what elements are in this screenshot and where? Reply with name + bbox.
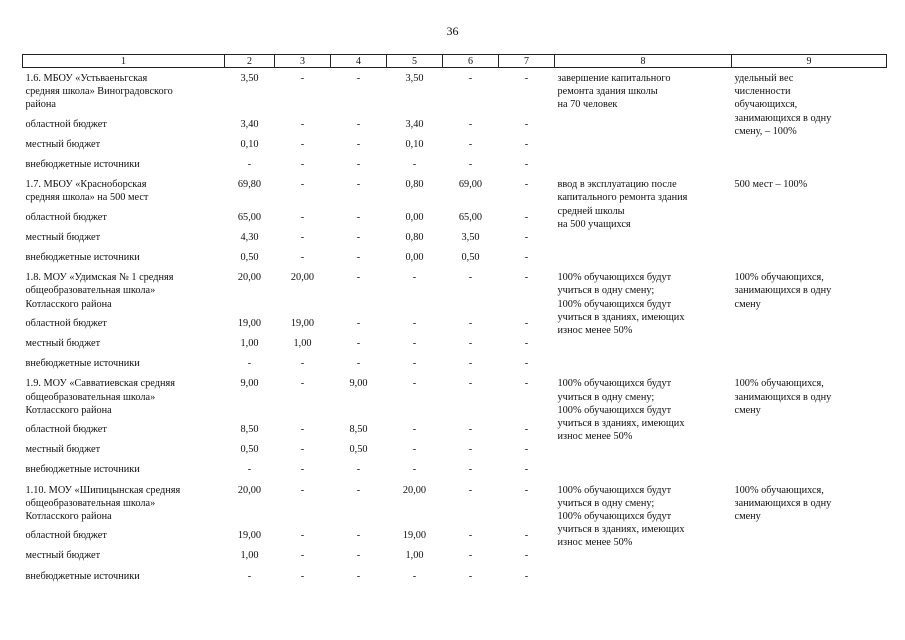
funding-value: - (356, 464, 361, 476)
funding-value: - (468, 317, 473, 329)
funding-value: - (468, 159, 473, 171)
item-title (23, 72, 225, 118)
funding-value: - (412, 464, 417, 476)
column-header: 3 (275, 55, 331, 68)
item-result-line: 100% обучающихся будут (557, 484, 672, 496)
funding-value: - (524, 464, 529, 476)
item-total-value: - (356, 73, 361, 84)
item-title (23, 377, 225, 423)
item-total-value: 69,00 (458, 179, 483, 191)
funding-value: - (300, 358, 305, 370)
item-title (23, 178, 225, 210)
item-title-line: района (25, 99, 56, 111)
column-header: 6 (443, 55, 499, 68)
column-header: 2 (225, 55, 275, 68)
funding-value: - (356, 550, 361, 562)
funding-value: 65,00 (237, 211, 262, 223)
funding-value: - (412, 317, 417, 329)
funding-value: - (356, 570, 361, 582)
funding-value: - (247, 464, 252, 476)
funding-value: - (524, 550, 529, 562)
item-result (555, 178, 732, 271)
item-total-value: 0,80 (405, 179, 424, 191)
item-title-line: Котласского района (25, 404, 112, 416)
funding-value: - (524, 231, 529, 243)
column-header: 1 (23, 55, 225, 68)
funding-value: - (524, 358, 529, 370)
funding-value: - (524, 317, 529, 329)
funding-value: - (468, 138, 473, 150)
item-title-line: 1.10. МОУ «Шипицынская средняя (25, 484, 181, 496)
item-result-line: 100% обучающихся будут (557, 298, 672, 310)
funding-value: - (356, 159, 361, 171)
item-total-value: 20,00 (402, 484, 427, 496)
funding-source-label: местный бюджет (25, 550, 101, 562)
item-total-value: - (468, 484, 473, 496)
item-title (23, 484, 225, 530)
funding-value: - (300, 231, 305, 243)
item-indicator (732, 72, 887, 178)
funding-value: 8,50 (349, 424, 368, 436)
program-table (22, 54, 887, 590)
table-row (23, 484, 887, 530)
funding-value: - (524, 252, 529, 264)
funding-value: - (524, 444, 529, 456)
item-total-value: 9,00 (240, 378, 259, 390)
funding-value: - (300, 464, 305, 476)
item-indicator-line: занимающихся в одну (734, 391, 832, 403)
item-total-value: - (412, 378, 417, 390)
item-result-line: учиться в зданиях, имеющих (557, 311, 685, 323)
item-indicator (732, 377, 887, 483)
funding-value: - (356, 211, 361, 223)
item-total-value: 69,80 (237, 179, 262, 191)
table-row (23, 178, 887, 210)
funding-value: - (524, 570, 529, 582)
item-indicator-line: 100% обучающихся, (734, 484, 824, 496)
funding-value: 19,00 (237, 530, 262, 542)
funding-source-label: областной бюджет (25, 211, 107, 223)
funding-value: 1,00 (293, 338, 312, 350)
item-indicator-line: занимающихся в одну (734, 285, 832, 297)
funding-value: - (356, 138, 361, 150)
funding-source-label: внебюджетные источники (25, 570, 140, 582)
funding-source-label: местный бюджет (25, 138, 101, 150)
item-result-line: учиться в одну смену; (557, 497, 655, 509)
column-header: 4 (331, 55, 387, 68)
funding-value: - (247, 570, 252, 582)
funding-source-label: внебюджетные источники (25, 159, 140, 171)
item-result-line: учиться в зданиях, имеющих (557, 524, 685, 536)
item-indicator-line: удельный вес (734, 73, 794, 84)
funding-value: 8,50 (240, 424, 259, 436)
item-indicator-line: смену (734, 298, 761, 310)
item-title-line: Котласского района (25, 298, 112, 310)
funding-value: - (412, 424, 417, 436)
item-indicator-line: обучающихся, (734, 99, 798, 111)
funding-source-label: областной бюджет (25, 118, 107, 130)
item-title-line: общеобразовательная школа» (25, 391, 156, 403)
funding-value: - (468, 444, 473, 456)
funding-source-label: внебюджетные источники (25, 464, 140, 476)
funding-value: - (300, 252, 305, 264)
item-title-line: средняя школа» Виноградовского (25, 86, 173, 98)
funding-value: 1,00 (240, 550, 259, 562)
funding-source-label: областной бюджет (25, 530, 107, 542)
table-row (23, 72, 887, 118)
funding-value: - (524, 338, 529, 350)
funding-value: - (356, 118, 361, 130)
item-title-line: 1.9. МОУ «Савватиевская средняя (25, 378, 175, 390)
funding-value: - (356, 530, 361, 542)
funding-value: - (524, 118, 529, 130)
funding-source-label: местный бюджет (25, 231, 101, 243)
item-result (555, 484, 732, 590)
funding-source-label: внебюджетные источники (25, 252, 140, 264)
item-total-value: - (524, 378, 529, 390)
item-total-value: 20,00 (237, 272, 262, 284)
item-result-line: 100% обучающихся будут (557, 272, 672, 284)
item-indicator-line: занимающихся в одну (734, 112, 832, 124)
item-total-value: - (300, 73, 305, 84)
item-title-line: 1.8. МОУ «Удимская № 1 средняя (25, 272, 174, 284)
funding-value: - (412, 338, 417, 350)
item-indicator-line: занимающихся в одну (734, 497, 832, 509)
funding-value: 65,00 (458, 211, 483, 223)
item-total-value: - (524, 179, 529, 191)
funding-value: - (300, 444, 305, 456)
funding-value: 0,00 (405, 211, 424, 223)
column-header: 7 (499, 55, 555, 68)
item-total-value: - (300, 378, 305, 390)
column-header-row (23, 55, 887, 68)
funding-value: - (524, 211, 529, 223)
funding-value: - (468, 424, 473, 436)
funding-value: - (524, 424, 529, 436)
item-result-line: 100% обучающихся будут (557, 511, 672, 523)
funding-value: - (300, 159, 305, 171)
item-indicator (732, 271, 887, 377)
item-total-value: - (468, 73, 473, 84)
item-total-value: - (356, 272, 361, 284)
funding-value: - (524, 159, 529, 171)
funding-value: - (356, 358, 361, 370)
funding-source-label: местный бюджет (25, 338, 101, 350)
item-total-value: - (468, 378, 473, 390)
funding-value: - (356, 317, 361, 329)
item-indicator-line: 100% обучающихся, (734, 378, 824, 390)
funding-value: 4,30 (240, 231, 259, 243)
item-indicator (732, 178, 887, 271)
item-result (555, 377, 732, 483)
funding-value: - (412, 358, 417, 370)
funding-value: - (247, 358, 252, 370)
item-result-line: ремонта здания школы (557, 86, 658, 98)
item-total-value: - (524, 484, 529, 496)
item-total-value: - (356, 179, 361, 191)
item-title-line: Котласского района (25, 511, 112, 523)
funding-value: 1,00 (240, 338, 259, 350)
funding-value: - (412, 159, 417, 171)
item-title-line: средняя школа» на 500 мест (25, 192, 149, 204)
funding-value: - (468, 358, 473, 370)
funding-value: - (524, 530, 529, 542)
funding-value: 19,00 (237, 317, 262, 329)
item-total-value: - (412, 272, 417, 284)
item-total-value: - (356, 484, 361, 496)
column-header: 9 (732, 55, 887, 68)
funding-value: - (412, 570, 417, 582)
item-result-line: учиться в зданиях, имеющих (557, 418, 685, 430)
item-result-line: на 500 учащихся (557, 218, 631, 230)
funding-value: - (300, 530, 305, 542)
item-total-value: - (524, 73, 529, 84)
funding-value: 0,00 (405, 252, 424, 264)
item-indicator-line: смену, – 100% (734, 125, 797, 137)
funding-value: - (468, 118, 473, 130)
column-header: 5 (387, 55, 443, 68)
item-title-line: 1.6. МБОУ «Устьваеньгская (25, 73, 148, 84)
funding-value: 19,00 (290, 317, 315, 329)
funding-value: - (524, 138, 529, 150)
funding-value: - (300, 550, 305, 562)
funding-value: 0,10 (240, 138, 259, 150)
item-title-line: 1.7. МБОУ «Красноборская (25, 179, 147, 191)
item-result-line: износ менее 50% (557, 537, 633, 549)
funding-value: - (468, 464, 473, 476)
funding-value: - (412, 444, 417, 456)
item-result-line: 100% обучающихся будут (557, 404, 672, 416)
funding-value: 0,50 (461, 252, 480, 264)
item-result-line: учиться в одну смену; (557, 391, 655, 403)
item-result-line: 100% обучающихся будут (557, 378, 672, 390)
item-total-value: 9,00 (349, 378, 368, 390)
item-title (23, 271, 225, 317)
funding-value: - (356, 231, 361, 243)
funding-value: - (468, 338, 473, 350)
funding-source-label: областной бюджет (25, 424, 107, 436)
funding-source-label: местный бюджет (25, 444, 101, 456)
item-indicator-line: смену (734, 511, 761, 523)
item-total-value: 3,50 (240, 73, 259, 84)
item-total-value: - (468, 272, 473, 284)
funding-value: 0,10 (405, 138, 424, 150)
item-result-line: на 70 человек (557, 99, 618, 111)
item-total-value: 20,00 (290, 272, 315, 284)
funding-value: 0,50 (240, 252, 259, 264)
funding-value: - (300, 138, 305, 150)
funding-value: 0,80 (405, 231, 424, 243)
funding-value: 1,00 (405, 550, 424, 562)
item-total-value: - (300, 484, 305, 496)
column-header: 8 (555, 55, 732, 68)
item-result-line: средней школы (557, 205, 625, 217)
funding-value: 3,40 (405, 118, 424, 130)
item-result-line: ввод в эксплуатацию после (557, 179, 677, 191)
table-row (23, 377, 887, 423)
item-result-line: капитального ремонта здания (557, 192, 688, 204)
item-title-line: общеобразовательная школа» (25, 497, 156, 509)
funding-source-label: внебюджетные источники (25, 358, 140, 370)
funding-value: - (247, 159, 252, 171)
table-row (23, 271, 887, 317)
funding-value: - (300, 570, 305, 582)
page-number: 36 (446, 24, 459, 38)
funding-value: - (300, 211, 305, 223)
item-total-value: 3,50 (405, 73, 424, 84)
item-title-line: общеобразовательная школа» (25, 285, 156, 297)
funding-source-label: областной бюджет (25, 317, 107, 329)
funding-value: 19,00 (402, 530, 427, 542)
item-indicator-line: численности (734, 86, 791, 98)
table-body (23, 68, 887, 590)
funding-value: - (468, 530, 473, 542)
funding-value: - (356, 338, 361, 350)
item-indicator (732, 484, 887, 590)
item-result-line: износ менее 50% (557, 431, 633, 443)
funding-value: - (468, 570, 473, 582)
funding-value: 3,50 (461, 231, 480, 243)
funding-value: - (356, 252, 361, 264)
item-indicator-line: 500 мест – 100% (734, 179, 808, 191)
item-result (555, 72, 732, 178)
item-result-line: износ менее 50% (557, 325, 633, 337)
funding-value: 0,50 (240, 444, 259, 456)
funding-value: - (300, 424, 305, 436)
item-result-line: учиться в одну смену; (557, 285, 655, 297)
item-result (555, 271, 732, 377)
funding-value: 0,50 (349, 444, 368, 456)
item-total-value: - (300, 179, 305, 191)
item-total-value: 20,00 (237, 484, 262, 496)
funding-value: 3,40 (240, 118, 259, 130)
item-total-value: - (524, 272, 529, 284)
item-result-line: завершение капитального (557, 73, 671, 84)
item-indicator-line: 100% обучающихся, (734, 272, 824, 284)
funding-value: - (300, 118, 305, 130)
item-indicator-line: смену (734, 404, 761, 416)
funding-value: - (468, 550, 473, 562)
